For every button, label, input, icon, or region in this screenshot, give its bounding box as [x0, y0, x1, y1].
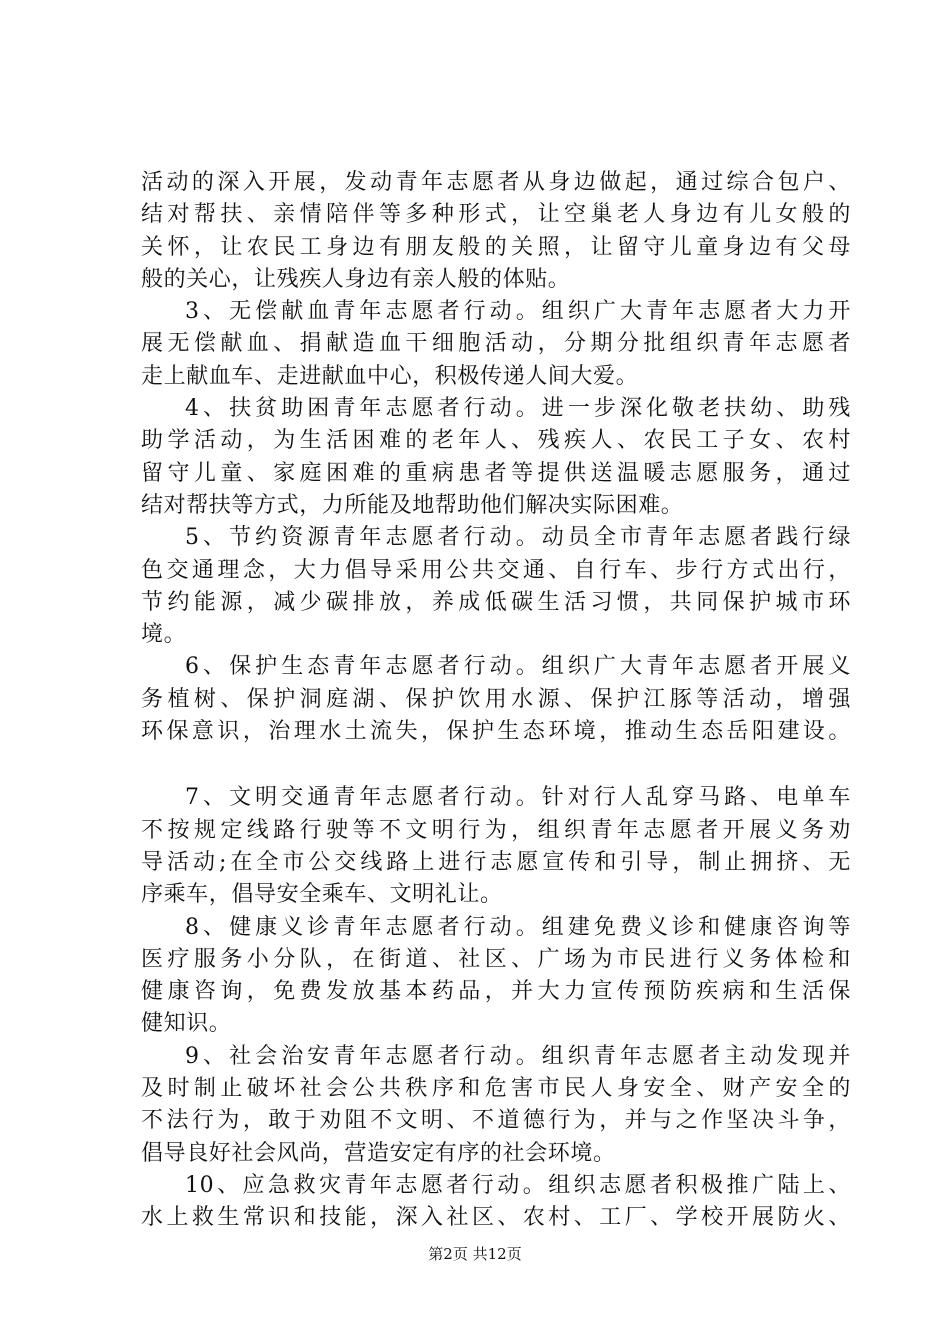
paragraph-gap — [141, 748, 851, 782]
text-line: 序乘车，倡导安全乘车、文明礼让。 — [141, 882, 503, 908]
paragraph-first-line: 3、无偿献血青年志愿者行动。组织广大青年志愿者大力开 — [185, 299, 851, 325]
document-body — [141, 167, 851, 1235]
text-line: 医疗服务小分队，在街道、社区、广场为市民进行义务体检和 — [141, 946, 851, 972]
paragraph-first-line: 4、扶贫助困青年志愿者行动。进一步深化敬老扶幼、助残 — [185, 396, 851, 422]
text-line: 境。 — [141, 622, 187, 648]
text-line: 务植树、保护洞庭湖、保护饮用水源、保护江豚等活动，增强 — [141, 686, 851, 712]
text-line: 留守儿童、家庭困难的重病患者等提供送温暖志愿服务，通过 — [141, 460, 851, 486]
text-line: 展无偿献血、捐献造血干细胞活动，分期分批组织青年志愿者 — [141, 331, 851, 357]
text-line: 助学活动，为生活困难的老年人、残疾人、农民工子女、农村 — [141, 428, 851, 454]
text-line: 倡导良好社会风尚，营造安定有序的社会环境。 — [141, 1140, 616, 1166]
text-line: 结对帮扶、亲情陪伴等多种形式，让空巢老人身边有儿女般的 — [141, 202, 851, 228]
text-line: 及时制止破坏社会公共秩序和危害市民人身安全、财产安全的 — [141, 1076, 851, 1102]
text-line: 活动的深入开展，发动青年志愿者从身边做起，通过综合包户、 — [141, 170, 851, 195]
text-line: 色交通理念，大力倡导采用公共交通、自行车、步行方式出行， — [141, 557, 851, 583]
paragraph-first-line: 10、应急救灾青年志愿者行动。组织志愿者积极推广陆上、 — [185, 1172, 851, 1198]
paragraph-first-line: 9、社会治安青年志愿者行动。组织青年志愿者主动发现并 — [185, 1043, 851, 1069]
text-line: 水上救生常识和技能，深入社区、农村、工厂、学校开展防火、 — [141, 1205, 851, 1231]
text-line: 节约能源，减少碳排放，养成低碳生活习惯，共同保护城市环 — [141, 589, 851, 615]
text-line: 走上献血车、走进献血中心，积极传递人间大爱。 — [141, 363, 639, 389]
text-line: 关怀，让农民工身边有朋友般的关照，让留守儿童身边有父母 — [141, 234, 851, 260]
page-number-label: 第2页 共12页 — [428, 1245, 522, 1263]
text-line: 环保意识，治理水土流失，保护生态环境，推动生态岳阳建设。 — [141, 719, 851, 745]
text-line: 般的关心，让残疾人身边有亲人般的体贴。 — [141, 266, 571, 292]
text-line: 不法行为，敢于劝阻不文明、不道德行为，并与之作坚决斗争， — [141, 1108, 851, 1134]
text-line: 结对帮扶等方式，力所能及地帮助他们解决实际困难。 — [141, 492, 684, 518]
paragraph-first-line: 7、文明交通青年志愿者行动。针对行人乱穿马路、电单车 — [185, 785, 851, 811]
paragraph-first-line: 8、健康义诊青年志愿者行动。组建免费义诊和健康咨询等 — [185, 914, 851, 940]
text-line: 导活动;在全市公交线路上进行志愿宣传和引导，制止拥挤、无 — [141, 849, 851, 875]
page-footer — [0, 1244, 950, 1264]
text-line: 不按规定线路行驶等不文明行为，组织青年志愿者开展义务劝 — [141, 817, 851, 843]
paragraph-first-line: 6、保护生态青年志愿者行动。组织广大青年志愿者开展义 — [185, 654, 851, 680]
text-line: 健康咨询，免费发放基本药品，并大力宣传预防疾病和生活保 — [141, 979, 851, 1005]
paragraph-first-line: 5、节约资源青年志愿者行动。动员全市青年志愿者践行绿 — [185, 525, 851, 551]
text-line: 健知识。 — [141, 1011, 232, 1037]
